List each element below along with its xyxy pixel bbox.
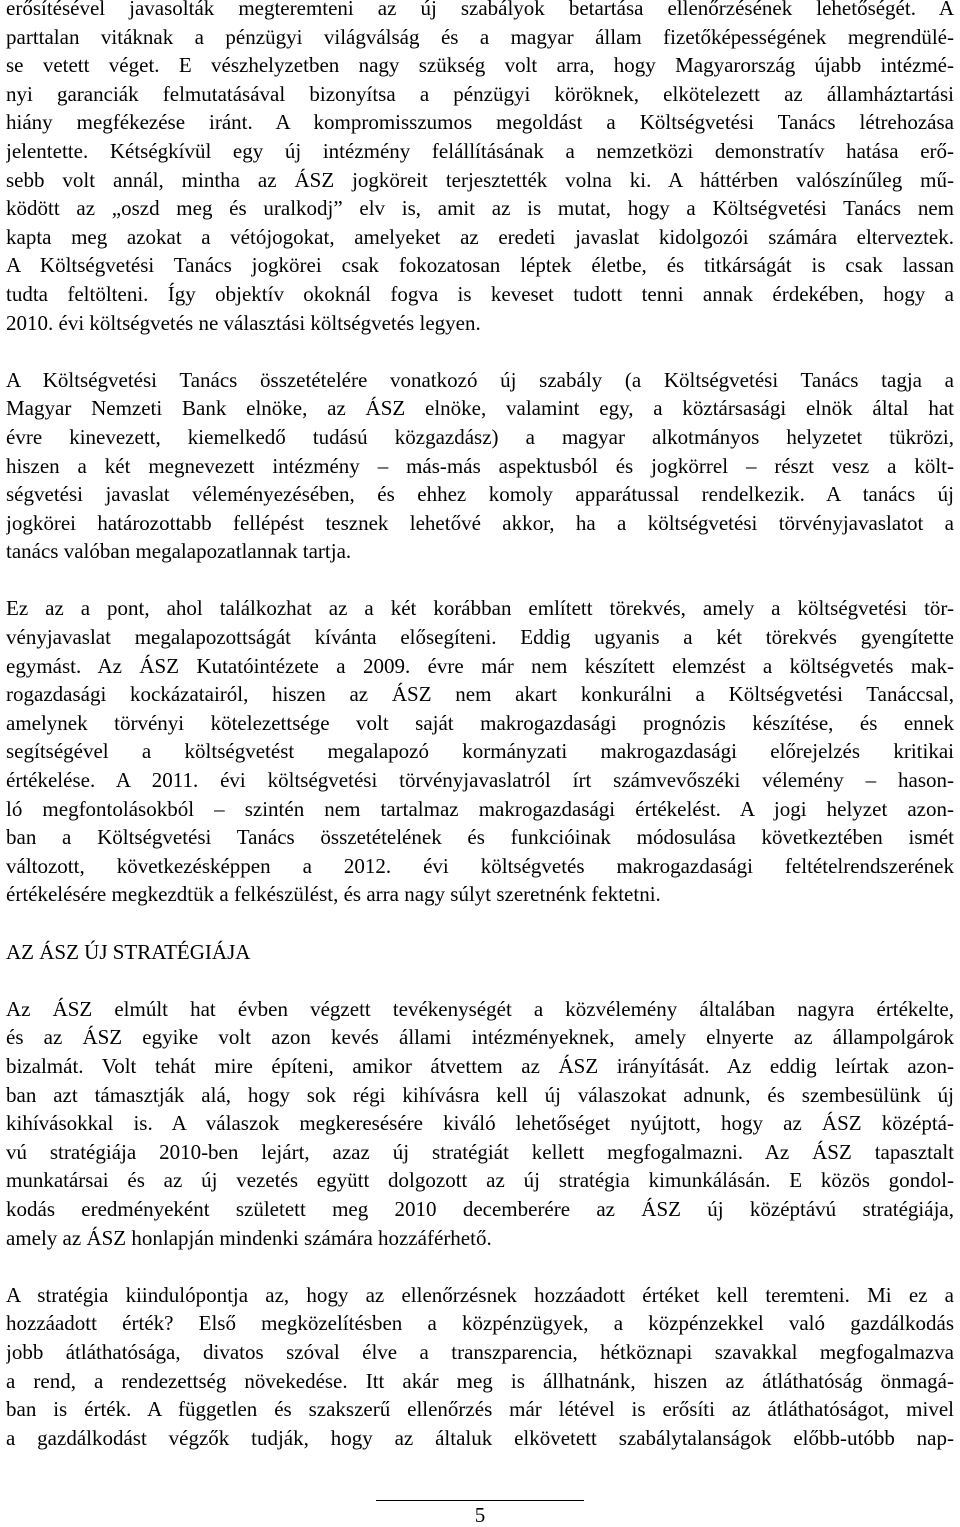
text-line: bizalmát. Volt tehát mire építeni, amikor átvettem az ÁSZ irányítását. Az eddig leírtak azon- (6, 1053, 954, 1078)
text-line: Magyar Nemzeti Bank elnöke, az ÁSZ elnöke, valamint egy, a köztársasági elnök által hat (6, 396, 954, 421)
text-line: rogazdasági kockázatairól, hiszen az ÁSZ nem akart konkurálni a Költségvetési Tanáccsal, (6, 682, 954, 707)
text-line: sebb volt annál, mintha az ÁSZ jogköreit terjesztették volna ki. A háttérben valószínűleg mű- (6, 167, 954, 192)
paragraph-5 (6, 1281, 954, 1453)
text-line: vú stratégiája 2010-ben lejárt, azaz új stratégiát kellett megfogalmazni. Az ÁSZ tapasztalt (6, 1139, 954, 1164)
text-line: hiány megfékezése iránt. A kompromisszumos megoldást a Költségvetési Tanács létrehozása (6, 110, 954, 135)
text-line: Ez az a pont, ahol találkozhat az a két korábban említett törekvés, amely a költségvetési tör- (6, 596, 954, 621)
text-line: hozzáadott érték? Első megközelítésben a közpénzügyek, a közpénzekkel való gazdálkodás (6, 1311, 954, 1336)
text-line: ló megfontolásokból – szintén nem tartalmaz makrogazdasági értékelést. A jogi helyzet azon- (6, 796, 954, 821)
text-line: tanács valóban megalapozatlannak tartja. (6, 539, 352, 564)
document-page (6, 0, 954, 1452)
text-line: kodás eredményeként született meg 2010 decemberére az ÁSZ új középtávú stratégiája, (6, 1196, 954, 1221)
text-line: vényjavaslat megalapozottságát kívánta elősegíteni. Eddig ugyanis a két törekvés gyengítette (6, 625, 954, 650)
paragraph-2 (6, 366, 954, 566)
text-line: ban azt támasztják alá, hogy sok régi kihívásra kell új válaszokat adnunk, és szembesülünk új (6, 1082, 954, 1107)
text-line: értékelése. A 2011. évi költségvetési törvényjavaslatról írt számvevőszéki vélemény – hason- (6, 768, 954, 793)
text-line: segítségével a költségvetést megalapozó kormányzati makrogazdasági előrejelzés kritikai (6, 739, 954, 764)
text-line: évre kinevezett, kiemelkedő tudású közgazdász) a magyar alkotmányos helyzetet tükrözi, (6, 424, 954, 449)
text-line: jobb átláthatósága, divatos szóval élve a transzparencia, hétköznapi szavakkal megfogalmazva (6, 1339, 954, 1364)
text-line: erősítésével javasolták megteremteni az új szabályok betartása ellenőrzésének lehetőségét. A (6, 0, 954, 20)
text-line: tudta feltölteni. Így objektív okoknál fogva is keveset tudott tenni annak érdekében, hogy a (6, 281, 954, 306)
paragraph-1 (6, 0, 954, 337)
text-line: amelynek törvényi kötelezettsége volt saját makrogazdasági prognózis készítése, és ennek (6, 710, 954, 735)
text-line: A stratégia kiindulópontja az, hogy az ellenőrzésnek hozzáadott értéket kell teremteni. Mi ez a (6, 1282, 954, 1307)
paragraph-gap (6, 566, 954, 595)
paragraph-gap (6, 337, 954, 366)
footer-divider (376, 1500, 584, 1501)
text-line: ködött az „oszd meg és uralkodj” elv is, amit az is mutat, hogy a Költségvetési Tanács nem (6, 196, 954, 221)
text-line: a rend, a rendezettség növekedése. Itt akár meg is állhatnánk, hiszen az átláthatóság önmagá- (6, 1368, 954, 1393)
text-line: hiszen a két megnevezett intézmény – más-más aspektusból és jogkörrel – részt vesz a költ- (6, 453, 954, 478)
text-line: ban a Költségvetési Tanács összetételének és funkcióinak módosulása következtében ismét (6, 825, 954, 850)
paragraph-gap (6, 1252, 954, 1281)
text-line: amely az ÁSZ honlapján mindenki számára hozzáférhető. (6, 1225, 492, 1250)
text-line: ségvetési javaslat véleményezésében, és ehhez komoly apparátussal rendelkezik. A tanács új (6, 482, 954, 507)
paragraph-3 (6, 594, 954, 909)
text-line: értékelésére megkezdtük a felkészülést, és arra nagy súlyt szeretnénk fektetni. (6, 882, 661, 907)
page-number: 5 (474, 1503, 486, 1527)
text-line: kapta meg azokat a vétójogokat, amelyeket az eredeti javaslat kidolgozói számára elterveztek. (6, 224, 954, 249)
text-line: jogkörei határozottabb fellépést tesznek lehetővé akkor, ha a költségvetési törvényjavaslatot a (6, 510, 954, 535)
text-line: egymást. Az ÁSZ Kutatóintézete a 2009. évre már nem készített elemzést a költségvetés mak- (6, 653, 954, 678)
text-line: a gazdálkodást végzők tudják, hogy az általuk elkövetett szabálytalanságok előbb-utóbb nap- (6, 1425, 954, 1450)
text-line: munkatársai és az új vezetés együtt dolgozott az új stratégia kimunkálásán. E közös gondol- (6, 1168, 954, 1193)
text-line: és az ÁSZ egyike volt azon kevés állami intézményeknek, amely elnyerte az állampolgárok (6, 1025, 954, 1050)
text-line: ban is érték. A független és szakszerű ellenőrzés már létével is erősíti az átláthatóságot, mivel (6, 1397, 954, 1422)
section-heading: AZ ÁSZ ÚJ STRATÉGIÁJA (6, 939, 251, 964)
text-line: se vetett véget. E vészhelyzetben nagy szükség volt arra, hogy Magyarország újabb intézmé- (6, 53, 954, 78)
paragraph-gap (6, 909, 954, 938)
text-line: nyi garanciák felmutatásával bizonyítsa a pénzügyi köröknek, elkötelezett az államháztartási (6, 81, 954, 106)
text-line: A Költségvetési Tanács jogkörei csak fokozatosan léptek életbe, és titkárságát is csak lassan (6, 253, 954, 278)
text-line: Az ÁSZ elmúlt hat évben végzett tevékenységét a közvélemény általában nagyra értékelte, (6, 996, 954, 1021)
text-line: 2010. évi költségvetés ne választási költségvetés legyen. (6, 310, 481, 335)
paragraph-4 (6, 995, 954, 1252)
text-line: jelentette. Kétségkívül egy új intézmény felállításának a nemzetközi demonstratív hatása erő- (6, 138, 954, 163)
text-line: parttalan vitáknak a pénzügyi világválság és a magyar állam fizetőképességének megrendülé- (6, 24, 954, 49)
text-line: változott, következésképpen a 2012. évi költségvetés makrogazdasági feltételrendszerének (6, 853, 954, 878)
text-line: kihívásokkal is. A válaszok megkeresésére kiváló lehetőséget nyújtott, hogy az ÁSZ középtá- (6, 1111, 954, 1136)
paragraph-gap (6, 966, 954, 995)
text-line: A Költségvetési Tanács összetételére vonatkozó új szabály (a Költségvetési Tanács tagja a (6, 367, 954, 392)
